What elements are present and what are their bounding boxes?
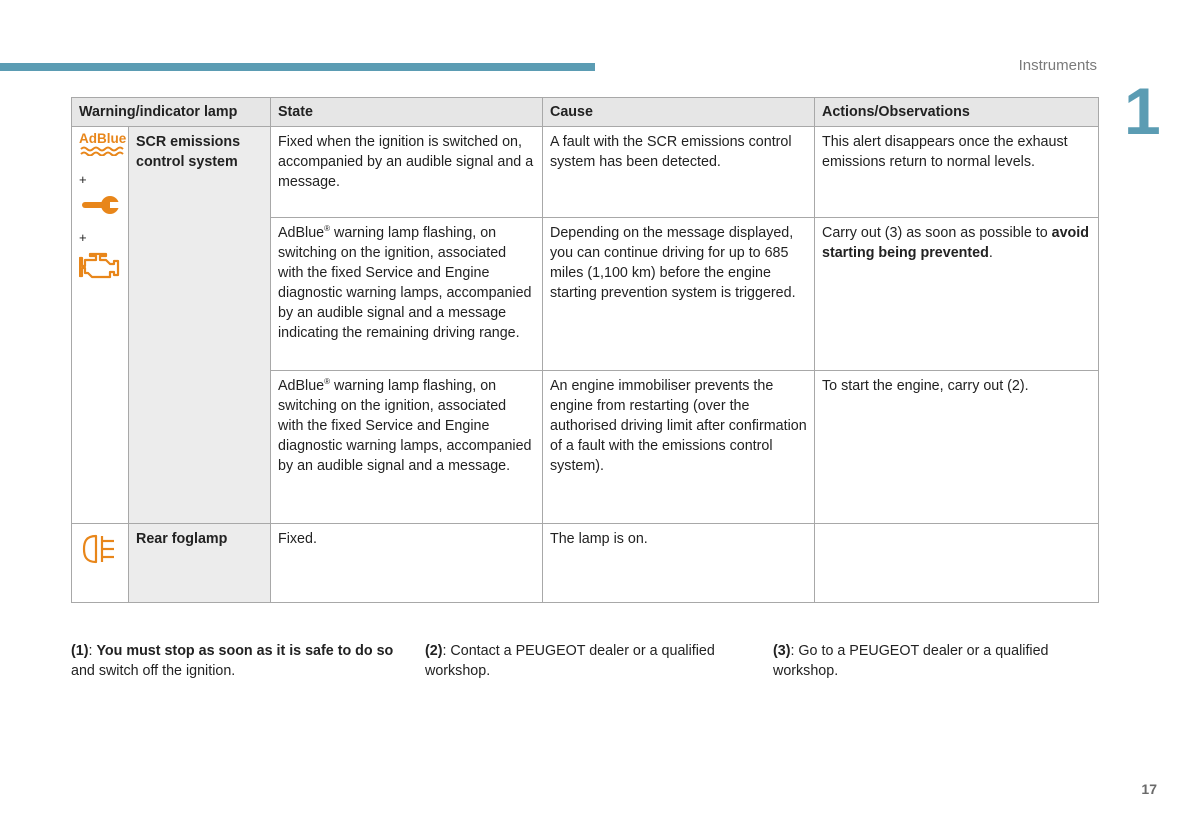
column-header-actions: Actions/Observations bbox=[815, 98, 1099, 127]
warning-lamp-table bbox=[71, 97, 1099, 603]
service-wrench-icon bbox=[80, 194, 120, 216]
footnote-2: (2): Contact a PEUGEOT dealer or a qualified workshop. bbox=[425, 643, 715, 679]
section-title: Instruments bbox=[1018, 57, 1097, 74]
scr-state-3: AdBlue® warning lamp flashing, on switching on the ignition, associated with the fixed Service and Engine diagnostic warning lamps, accompanied by an audible signal and a message. bbox=[271, 371, 543, 524]
plus-sign: + bbox=[79, 230, 87, 245]
engine-diagnostic-icon bbox=[79, 252, 121, 282]
chapter-number: 1 bbox=[1124, 74, 1161, 148]
adblue-warning-icon-label: AdBlue bbox=[79, 131, 127, 146]
footnote-3: (3): Go to a PEUGEOT dealer or a qualified workshop. bbox=[773, 643, 1049, 679]
table-row bbox=[72, 127, 1099, 218]
scr-cause-2: Depending on the message displayed, you can continue driving for up to 685 miles (1,100 km) before the engine starting prevention system is triggered. bbox=[543, 218, 815, 371]
foglamp-lamp-name: Rear foglamp bbox=[129, 524, 271, 603]
foglamp-state: Fixed. bbox=[271, 524, 543, 603]
adblue-wave-icon bbox=[79, 146, 125, 156]
rear-foglamp-icon bbox=[80, 532, 120, 566]
column-header-cause: Cause bbox=[543, 98, 815, 127]
table-header-row bbox=[72, 98, 1099, 127]
scr-icons-cell bbox=[72, 127, 129, 524]
scr-cause-1: A fault with the SCR emissions control system has been detected. bbox=[543, 127, 815, 218]
table-row bbox=[72, 524, 1099, 603]
header-accent-bar bbox=[0, 63, 595, 71]
scr-cause-3: An engine immobiliser prevents the engine from restarting (over the authorised driving limit after confirmation of a fault with the emissions control system). bbox=[543, 371, 815, 524]
scr-lamp-name: SCR emissions control system bbox=[129, 127, 271, 524]
scr-state-2: AdBlue® warning lamp flashing, on switching on the ignition, associated with the fixed Service and Engine diagnostic warning lamps, accompanied by an audible signal and a message indicating the remaining driving range. bbox=[271, 218, 543, 371]
foglamp-cause: The lamp is on. bbox=[543, 524, 815, 603]
scr-action-2: Carry out (3) as soon as possible to avoid starting being prevented. bbox=[815, 218, 1099, 371]
scr-state-1: Fixed when the ignition is switched on, accompanied by an audible signal and a message. bbox=[271, 127, 543, 218]
plus-sign: + bbox=[79, 172, 87, 187]
footnote-1: (1): You must stop as soon as it is safe to do so and switch off the ignition. bbox=[71, 643, 394, 679]
column-header-state: State bbox=[271, 98, 543, 127]
scr-action-1: This alert disappears once the exhaust emissions return to normal levels. bbox=[815, 127, 1099, 218]
scr-action-3: To start the engine, carry out (2). bbox=[815, 371, 1099, 524]
foglamp-icon-cell bbox=[72, 524, 129, 603]
column-header-lamp: Warning/indicator lamp bbox=[72, 98, 271, 127]
foglamp-action bbox=[815, 524, 1099, 603]
page-number: 17 bbox=[1141, 781, 1157, 797]
